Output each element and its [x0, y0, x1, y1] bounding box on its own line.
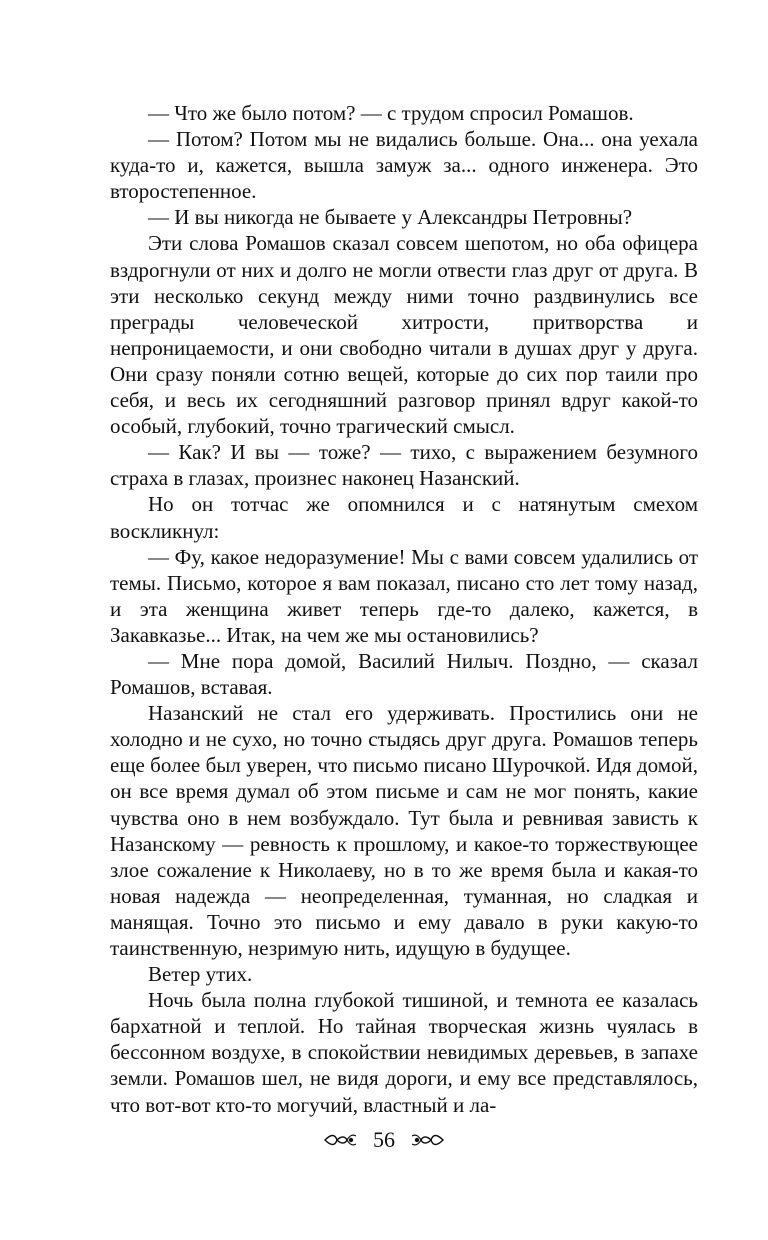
paragraph-10: Ветер утих.: [148, 962, 253, 987]
paragraph-1: — Что же было потом? — с трудом спросил Ромашов.: [148, 101, 634, 125]
paragraph-2: — Потом? Потом мы не видались больше. Она... она уехала куда-то и, кажется, вышла замуж за... одного инженера. Это второстепенное.: [110, 127, 698, 204]
body-text: [110, 100, 698, 1118]
paragraph-3: — И вы никогда не бываете у Александры Петровны?: [148, 205, 633, 230]
paragraph-9: Назанский не стал его удерживать. Простились они не холодно и не сухо, но точно стыдясь друг друга. Ромашов теперь еще более был уверен, что письмо писано Шурочкой. Идя домой, он все время думал об этом письме и сам не мог понять, какие чувства оно в нем возбуждало. Тут была и ревнивая зависть к Назанскому — ревность к прошлому, и какое-то торжествующее злое сожаление к Николаеву, но в то же время была и какая-то новая надежда — неопределенная, туманная, но сладкая и манящая. Точно это письмо и ему давало в руки какую-то таинственную, незримую нить, идущую в будущее.: [110, 701, 698, 960]
page-footer: [0, 1127, 768, 1153]
paragraph-6: Но он тотчас же опомнился и с натянутым смехом воскликнул:: [110, 492, 698, 543]
paragraph-5: — Как? И вы — тоже? — тихо, с выражением безумного страха в глазах, произнес наконец Назанский.: [110, 440, 698, 491]
paragraph-4: Эти слова Ромашов сказал совсем шепотом, но оба офицера вздрогнули от них и долго не могли отвести глаз друг от друга. В эти несколько секунд между ними точно раздвинулись все преграды человеческой хитрости, притворства и непроницаемости, и они свободно читали в душах друг у друга. Они сразу поняли сотню вещей, которые до сих пор таили про себя, и весь их сегодняшний разговор принял вдруг какой-то особый, глубокий, точно трагический смысл.: [110, 231, 698, 439]
paragraph-7: — Фу, какое недоразумение! Мы с вами совсем удалились от темы. Письмо, которое я вам показал, писано сто лет тому назад, и эта женщина живет теперь где-то далеко, кажется, в Закавказье... Итак, на чем же мы остановились?: [110, 544, 698, 647]
floral-ornament-right-icon: [409, 1130, 445, 1150]
paragraph-8: — Мне пора домой, Василий Нилыч. Поздно, — сказал Ромашов, вставая.: [110, 648, 698, 700]
page-number: 56: [373, 1127, 395, 1152]
paragraph-11: Ночь была полна глубокой тишиной, и темнота ее казалась бархатной и теплой. Но тайная творческая жизнь чуялась в бессонном воздухе, в спокойствии невидимых деревьев, в запахе земли. Ромашов шел, не видя дороги, и ему все представлялось, что вот-вот кто-то могучий, властный и ла-: [110, 988, 698, 1117]
floral-ornament-left-icon: [323, 1130, 359, 1150]
